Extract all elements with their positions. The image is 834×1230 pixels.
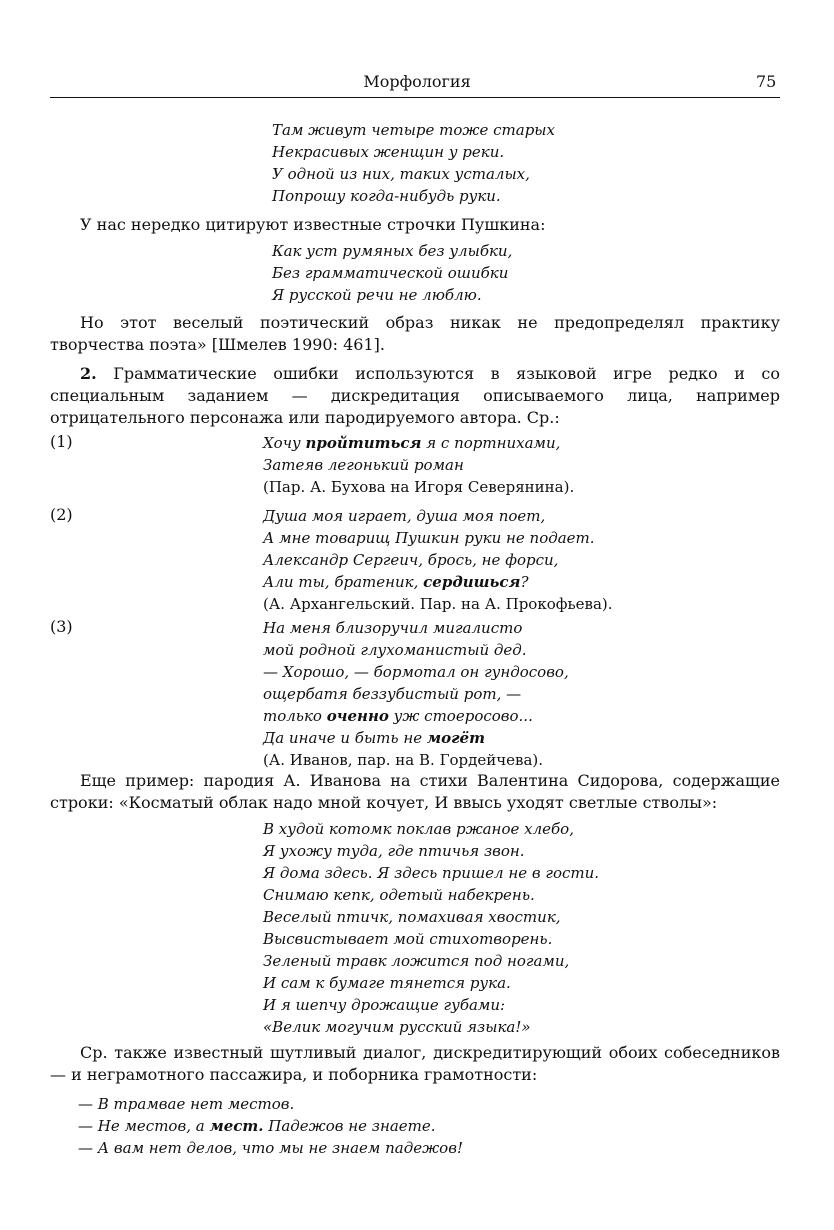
- poem-line: Зеленый травк ложится под ногами,: [263, 952, 570, 970]
- poem-line: Высвистывает мой стихотворень.: [263, 930, 553, 948]
- page-number: 75: [756, 72, 777, 91]
- poem-line: только оченно уж стоеросово...: [263, 707, 533, 725]
- highlighted-word: сердишься: [423, 573, 521, 591]
- poem-block: [272, 119, 555, 207]
- poem-line: Али ты, братеник, сердишься?: [263, 573, 529, 591]
- poem-line: На меня близоручил мигалисто: [263, 619, 523, 637]
- body-paragraph: Ср. также известный шутливый диалог, дискредитирующий обоих собеседников — и неграмотного пассажира, и поборника грамотности:: [50, 1043, 780, 1084]
- poem-line: У одной из них, таких усталых,: [272, 165, 530, 183]
- poem-line: Затеяв легонький роман: [263, 456, 464, 474]
- dialog-block: [78, 1093, 463, 1159]
- poem-line: Да иначе и быть не могёт: [263, 729, 485, 747]
- example-label: (2): [50, 505, 73, 524]
- body-paragraph: У нас нередко цитируют известные строчки Пушкина:: [80, 215, 546, 234]
- poem-line: ощербатя беззубистый рот, —: [263, 685, 522, 703]
- example-source: (А. Иванов, пар. на В. Гордейчева).: [263, 751, 544, 769]
- section-number: 2.: [80, 364, 97, 383]
- example-source: (Пар. А. Бухова на Игоря Северянина).: [263, 478, 575, 496]
- poem-line: мой родной глухоманистый дед.: [263, 641, 527, 659]
- body-paragraph: [50, 363, 780, 429]
- body-paragraph: Но этот веселый поэтический образ никак не предопределял практику творчества поэта» [Шмелев 1990: 461].: [50, 313, 780, 354]
- highlighted-word: оченно: [326, 707, 389, 725]
- poem-line: Как уст румяных без улыбки,: [272, 242, 513, 260]
- dialog-line: — А вам нет делов, что мы не знаем падежов!: [78, 1139, 463, 1157]
- dialog-line: — В трамвае нет местов.: [78, 1095, 295, 1113]
- highlighted-word: могёт: [426, 729, 485, 747]
- example-label: (1): [50, 432, 73, 451]
- poem-line: Попрошу когда-нибудь руки.: [272, 187, 501, 205]
- poem-line: «Велик могучим русский языка!»: [263, 1018, 531, 1036]
- poem-line: Хочу пройтиться я с портнихами,: [263, 434, 561, 452]
- poem-line: Я дома здесь. Я здесь пришел не в гости.: [263, 864, 600, 882]
- poem-line: И сам к бумаге тянется рука.: [263, 974, 511, 992]
- example-block: [263, 505, 613, 615]
- poem-block: [263, 818, 599, 1038]
- dialog-line: — Не местов, а мест. Падежов не знаете.: [78, 1117, 436, 1135]
- poem-line: Я русской речи не люблю.: [272, 286, 482, 304]
- poem-line: Александр Сергеич, брось, не форси,: [263, 551, 559, 569]
- poem-line: И я шепчу дрожащие губами:: [263, 996, 506, 1014]
- poem-line: Некрасивых женщин у реки.: [272, 143, 505, 161]
- poem-line: Без грамматической ошибки: [272, 264, 509, 282]
- poem-line: В худой котомк поклав ржаное хлебо,: [263, 820, 574, 838]
- highlighted-word: пройтиться: [305, 434, 422, 452]
- example-source: (А. Архангельский. Пар. на А. Прокофьева).: [263, 595, 613, 613]
- body-paragraph: Еще пример: пародия А. Иванова на стихи Валентина Сидорова, содержащие строки: «Косматый облак надо мной кочует, И ввысь уходят светлые стволы»:: [50, 771, 780, 812]
- paragraph-text: Грамматические ошибки используются в языковой игре редко и со специальным заданием — дискредитация описываемого лица, например отрицательного персонажа или пародируемого автора. Ср.:: [50, 364, 780, 427]
- example-block: [263, 432, 574, 498]
- running-header-title: Морфология: [363, 72, 471, 91]
- header-rule: [50, 97, 780, 98]
- poem-line: А мне товарищ Пушкин руки не подает.: [263, 529, 595, 547]
- poem-block: [272, 240, 512, 306]
- example-label: (3): [50, 617, 73, 636]
- poem-line: Веселый птичк, помахивая хвостик,: [263, 908, 561, 926]
- poem-line: Там живут четыре тоже старых: [272, 121, 555, 139]
- example-block: [263, 617, 569, 771]
- poem-line: Снимаю кепк, одетый набекрень.: [263, 886, 535, 904]
- poem-line: Душа моя играет, душа моя поет,: [263, 507, 546, 525]
- highlighted-word: мест.: [209, 1117, 264, 1135]
- poem-line: Я ухожу туда, где птичья звон.: [263, 842, 525, 860]
- poem-line: — Хорошо, — бормотал он гундосово,: [263, 663, 569, 681]
